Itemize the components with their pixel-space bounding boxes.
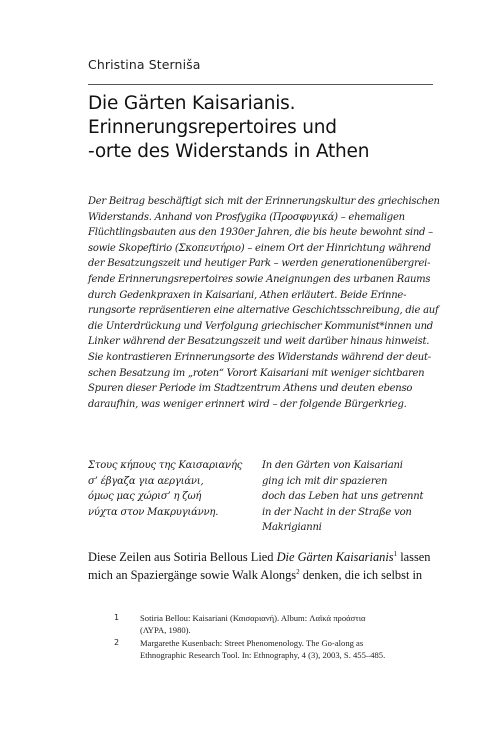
abstract-line: daraufhin, was weniger erinnert wird – der folgende Bürgerkrieg. (88, 398, 407, 410)
abstract-line: sowie Skopeftirio (Σκοπευτήριο) – einem Ort der Hinrichtung während (88, 242, 431, 254)
abstract-line: schen Besatzung im „roten“ Vorort Kaisariani mit weniger sichtbaren (88, 367, 425, 379)
poem-line: ging ich mit dir spazieren (262, 475, 388, 487)
body-text-segment: mich an Spaziergänge sowie Walk Alongs (88, 568, 297, 582)
article-title (88, 92, 433, 164)
abstract-line: rungsorte repräsentieren eine alternative Geschichtsschreibung, die auf (88, 305, 439, 317)
footnote-line: Sotiria Bellou: Kaisariani (Καισαριανή). Album: Λαϊκά προάστια (140, 613, 366, 623)
body-line (88, 548, 433, 566)
footnote-number: 2 (114, 637, 120, 647)
title-line: Die Gärten Kaisarianis. (88, 93, 296, 114)
body-text-segment: denken, die ich selbst in (299, 568, 423, 582)
poem-line: νύχτα στον Μακρυγιάννη. (88, 506, 219, 518)
poem-line: όμως μας χώρισ’ η ζωή (88, 491, 202, 503)
abstract-line: fende Erinnerungsrepertoires sowie Aneignungen des urbanen Raums (88, 273, 431, 285)
abstract-line: Spuren dieser Periode im Stadtzentrum Athens und deuten ebenso (88, 383, 413, 395)
abstract-line: Widerstands. Anhand von Prosfygika (Προσφυγικά) – ehemaligen (88, 211, 405, 223)
poem-line: doch das Leben hat uns getrennt (262, 491, 424, 503)
abstract-line: Flüchtlingsbauten aus den 1930er Jahren, die bis heute bewohnt sind – (88, 227, 433, 239)
title-line: -orte des Widerstands in Athen (88, 141, 370, 162)
poem-greek (88, 458, 242, 520)
body-line (88, 566, 433, 584)
footnote-ref[interactable]: 2 (296, 567, 300, 576)
poem-line: in der Nacht in der Straße von (262, 506, 412, 518)
abstract-line: durch Gedenkpraxen in Kaisariani, Athen erläutert. Beide Erinne- (88, 289, 407, 301)
footnote-line: (ΛΥΡΑ, 1980). (140, 625, 191, 636)
poem-line: Στους κήπους της Καισαριανής (88, 460, 243, 471)
footnote-line: Ethnographic Research Tool. In: Ethnography, 4 (3), 2003, S. 455–485. (140, 650, 386, 661)
body-paragraph (88, 548, 433, 584)
footnote (114, 637, 434, 662)
footnote (114, 612, 434, 637)
abstract (88, 194, 440, 412)
poem-line: Makrigianni (262, 522, 322, 534)
title-line: Erinnerungsrepertoires und (88, 117, 337, 138)
body-text-segment: lassen (397, 550, 431, 564)
abstract-line: die Unterdrückung und Verfolgung griechischer Kommunist*innen und (88, 320, 433, 332)
abstract-line: der Besatzungszeit und heutiger Park – werden generationenübergrei- (88, 258, 431, 270)
header-rule (88, 84, 433, 85)
abstract-line: Sie kontrastieren Erinnerungsorte des Widerstands während der deut- (88, 351, 431, 363)
poem-german (262, 458, 423, 536)
poem-line: σ’ έβγαζα για αεργιάνι, (88, 475, 204, 487)
footnote-number: 1 (114, 613, 120, 622)
abstract-line: Der Beitrag beschäftigt sich mit der Erinnerungskultur des griechischen (88, 196, 440, 207)
author-name: Christina Sterniša (88, 57, 201, 72)
abstract-line: Linker während der Besatzungszeit und weit darüber hinaus hinweist. (88, 336, 430, 348)
footnotes (114, 612, 434, 662)
body-text-segment: Diese Zeilen aus Sotiria Bellous Lied (88, 550, 277, 564)
footnote-line: Margarethe Kusenbach: Street Phenomenology. The Go-along as (140, 637, 364, 648)
footnote-ref[interactable]: 1 (393, 549, 398, 558)
poem-line: In den Gärten von Kaisariani (262, 460, 403, 471)
song-title: Die Gärten Kaisarianis (276, 550, 394, 564)
